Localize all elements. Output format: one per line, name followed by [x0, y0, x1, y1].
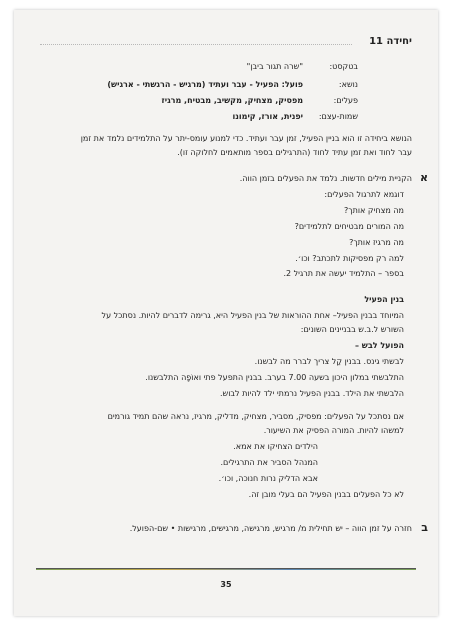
- binyan-text-2: השורש ל.ב.ש בבניינים השונים:: [300, 325, 404, 334]
- nouns-label: שמות-עצם:: [318, 112, 358, 121]
- binyan-title: בנין הפעיל: [364, 295, 404, 304]
- book-note: בספר – התלמיד יעשה את תרגיל 2.: [283, 269, 404, 278]
- verbs-example-3: אבא הדליק נרות חנוכה, וכו׳.: [218, 474, 318, 483]
- example-4: למה רק מפסיקות לתכתב? וכו׳.: [295, 254, 404, 263]
- pual-line-1: לבשתי גינס. בבנין קַל צריך לברר מה לבשנו.: [254, 357, 404, 366]
- section-b-marker: ב: [421, 521, 428, 534]
- example-3: מה מרגיז אותך?: [349, 238, 404, 247]
- verbs-text-1: אם נסתכל על הפעלים: מפסיק, מסביר, מצחיק, מדליק, מרגיז, נראה שהם תמיד גורמים: [107, 412, 404, 421]
- section-a-marker: א: [419, 171, 428, 184]
- page-number: 35: [220, 580, 232, 589]
- verbs-example-4: לא כל הפעלים בבנין הפעיל הם בעלי מובן זה.: [248, 490, 404, 499]
- intro-line-2: עבר לחוד ואת זמן עתיד לחוד (התרגילים בספר מותאמים לחלוקה זו).: [177, 148, 412, 157]
- nouns-value: יפנית, אורז, קימונו: [232, 112, 303, 121]
- verbs-text-2: למשהו להיות. המורה הפסיק את השיעור.: [263, 426, 404, 435]
- verbs-label: פעלים:: [333, 96, 358, 105]
- verbs-example-1: הילדים הצחיקו את אמא.: [233, 442, 318, 451]
- binyan-text-1: המיוחד בבנין הפעיל– אחת ההוראות של בנין הפעיל היא, גרימה לדברים להיות. נסתכל על: [101, 311, 404, 320]
- page: [14, 10, 438, 616]
- verbs-value: מפסיק, מצחיק, מקשיב, מבטיח, מרגיז: [161, 96, 303, 105]
- intro-line-1: הנושא ביחידה זו הוא בניין הפעיל, זמן עבר ועתיד. כדי למנוע עומס-יתר על התלמידים נלמד את זמן: [80, 134, 412, 143]
- header-dotted-rule: [40, 44, 352, 45]
- example-1: מה מצחיק אותך?: [344, 206, 404, 215]
- verbs-example-2: המנהל הסביר את התרגילים.: [220, 458, 318, 467]
- pual-line-3: הלבשתי את הילד. בבנין הפעיל נרמתי ילד להיות לבוש.: [220, 389, 404, 398]
- topic-label: נושא:: [338, 80, 358, 89]
- footer-rule: [36, 568, 416, 570]
- unit-title: יחידה 11: [369, 36, 412, 47]
- section-b-text: חזרה על זמן הווה – יש תחילית מ/ מרגיש, מרגישה, מרגישים, מרגישות • שם-הפועל.: [129, 524, 412, 533]
- section-a-heading: הקניית מילים חדשות. נלמד את הפעלים בזמן הווה.: [239, 174, 412, 183]
- pual-title: הפועל לבש –: [354, 341, 404, 350]
- example-2: מה המורים מבטיחים לתלמידים?: [294, 222, 404, 231]
- topic-value: פועל: הפעיל - עבר ועתיד (מרגיש - הרגשתי - ארגיש): [107, 80, 303, 89]
- text-value: "שרה תגור ביבן": [246, 62, 303, 71]
- examples-intro: דוגמא לתרגול הפעלים:: [324, 190, 404, 199]
- pual-line-2: התלבשתי במלון היכון בשעה 7.00 בערב. בבנין התפעל פתי ואוֹפָה התלבשנו.: [145, 373, 404, 382]
- text-label: בטקסט:: [329, 62, 358, 71]
